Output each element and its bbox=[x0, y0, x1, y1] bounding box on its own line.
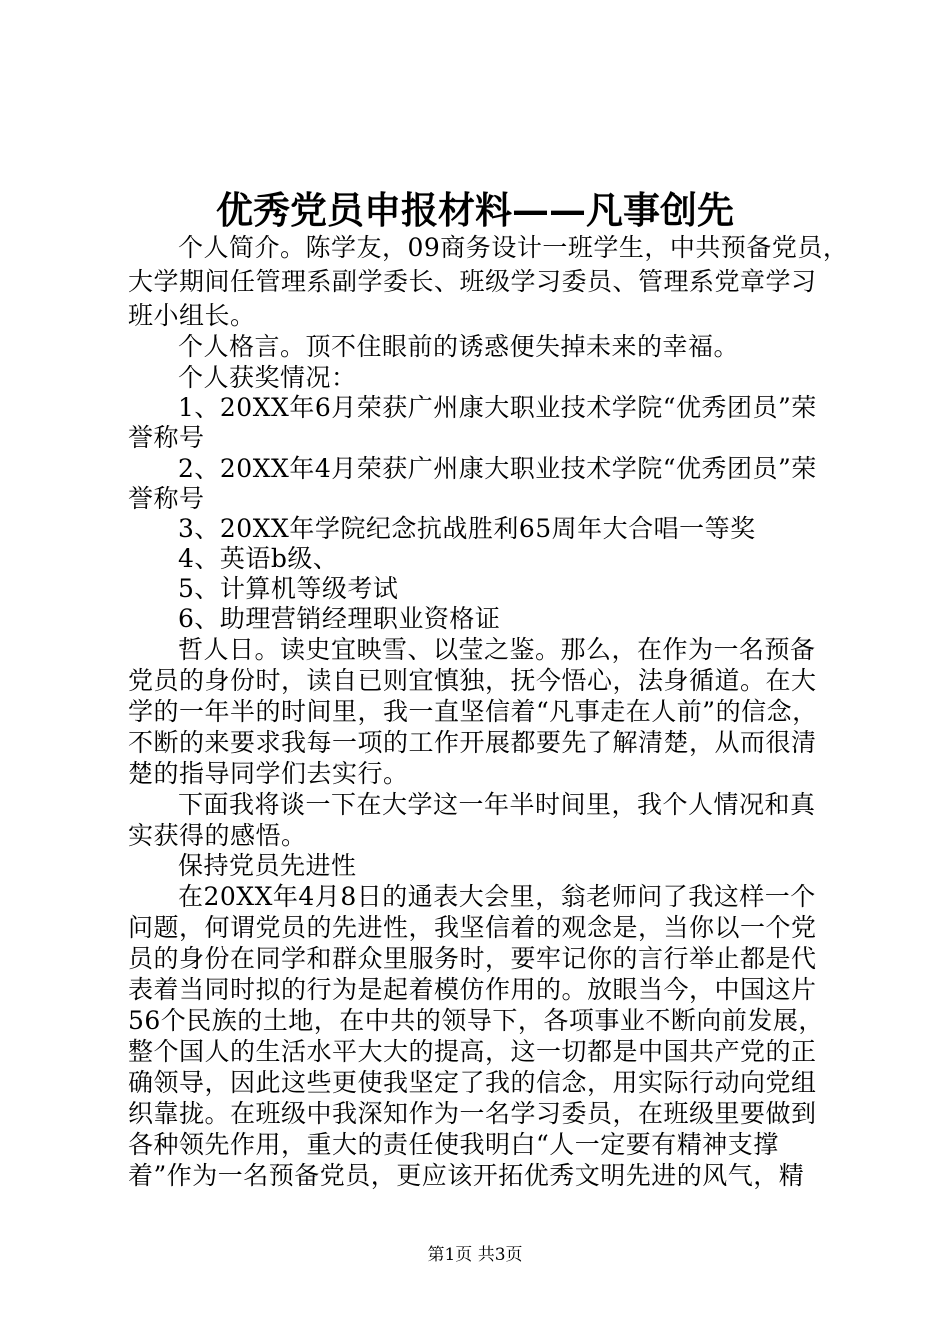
paragraph-line: 问题，何谓党员的先进性，我坚信着的观念是，当你以一个党 bbox=[128, 913, 817, 942]
paragraph-line: 下面我将谈一下在大学这一年半时间里，我个人情况和真 bbox=[178, 790, 816, 819]
award-item-continuation: 誉称号 bbox=[128, 423, 205, 452]
paragraph-line: 楚的指导同学们去实行。 bbox=[128, 759, 409, 788]
paragraph-line: 不断的来要求我每一项的工作开展都要先了解清楚，从而很清 bbox=[128, 728, 817, 757]
paragraph-line: 哲人日。读史宜映雪、以莹之鉴。那么，在作为一名预备 bbox=[178, 635, 816, 664]
award-item: 2、20XX年4月荣获广州康大职业技术学院“优秀团员”荣 bbox=[178, 454, 817, 483]
paragraph-line: 个人简介。陈学友，09商务设计一班学生，中共预备党员， bbox=[178, 233, 849, 262]
paragraph-line: 大学期间任管理系副学委长、班级学习委员、管理系党章学习 bbox=[128, 267, 817, 296]
award-item: 3、20XX年学院纪念抗战胜利65周年大合唱一等奖 bbox=[178, 514, 756, 543]
paragraph-line: 确领导，因此这些更使我坚定了我的信念，用实际行动向党组 bbox=[128, 1068, 817, 1097]
paragraph-line: 各种领先作用，重大的责任使我明白“人一定要有精神支撑 bbox=[128, 1130, 779, 1159]
paragraph-line: 表着当同时拟的行为是起着模仿作用的。放眼当今，中国这片 bbox=[128, 975, 817, 1004]
paragraph-line: 学的一年半的时间里，我一直坚信着“凡事走在人前”的信念， bbox=[128, 697, 818, 726]
section-heading: 保持党员先进性 bbox=[178, 851, 357, 880]
page-footer: 第1页 共3页 bbox=[427, 1245, 523, 1265]
award-item: 6、助理营销经理职业资格证 bbox=[178, 604, 501, 633]
award-item: 5、计算机等级考试 bbox=[178, 574, 399, 603]
paragraph-line: 在20XX年4月8日的通表大会里，翁老师问了我这样一个 bbox=[178, 882, 816, 911]
paragraph-line: 党员的身份时，读自已则宜慎独，抚今悟心，法身循道。在大 bbox=[128, 666, 817, 695]
paragraph-line: 班小组长。 bbox=[128, 301, 256, 330]
award-item: 4、英语b级、 bbox=[178, 544, 339, 573]
paragraph-line: 织靠拢。在班级中我深知作为一名学习委员，在班级里要做到 bbox=[128, 1099, 817, 1128]
paragraph-line: 56个民族的土地，在中共的领导下，各项事业不断向前发展， bbox=[128, 1006, 824, 1035]
paragraph-line: 个人格言。顶不住眼前的诱惑便失掉未来的幸福。 bbox=[178, 332, 740, 361]
paragraph-line: 实获得的感悟。 bbox=[128, 821, 307, 850]
award-item: 1、20XX年6月荣获广州康大职业技术学院“优秀团员”荣 bbox=[178, 393, 817, 422]
paragraph-line: 整个国人的生活水平大大的提高，这一切都是中国共产党的正 bbox=[128, 1037, 817, 1066]
paragraph-line: 员的身份在同学和群众里服务时，要牢记你的言行举止都是代 bbox=[128, 944, 817, 973]
document-title: 优秀党员申报材料——凡事创先 bbox=[216, 188, 734, 232]
paragraph-line: 个人获奖情况： bbox=[178, 363, 357, 392]
award-item-continuation: 誉称号 bbox=[128, 484, 205, 513]
paragraph-line: 着”作为一名预备党员，更应该开拓优秀文明先进的风气，精 bbox=[128, 1161, 805, 1190]
